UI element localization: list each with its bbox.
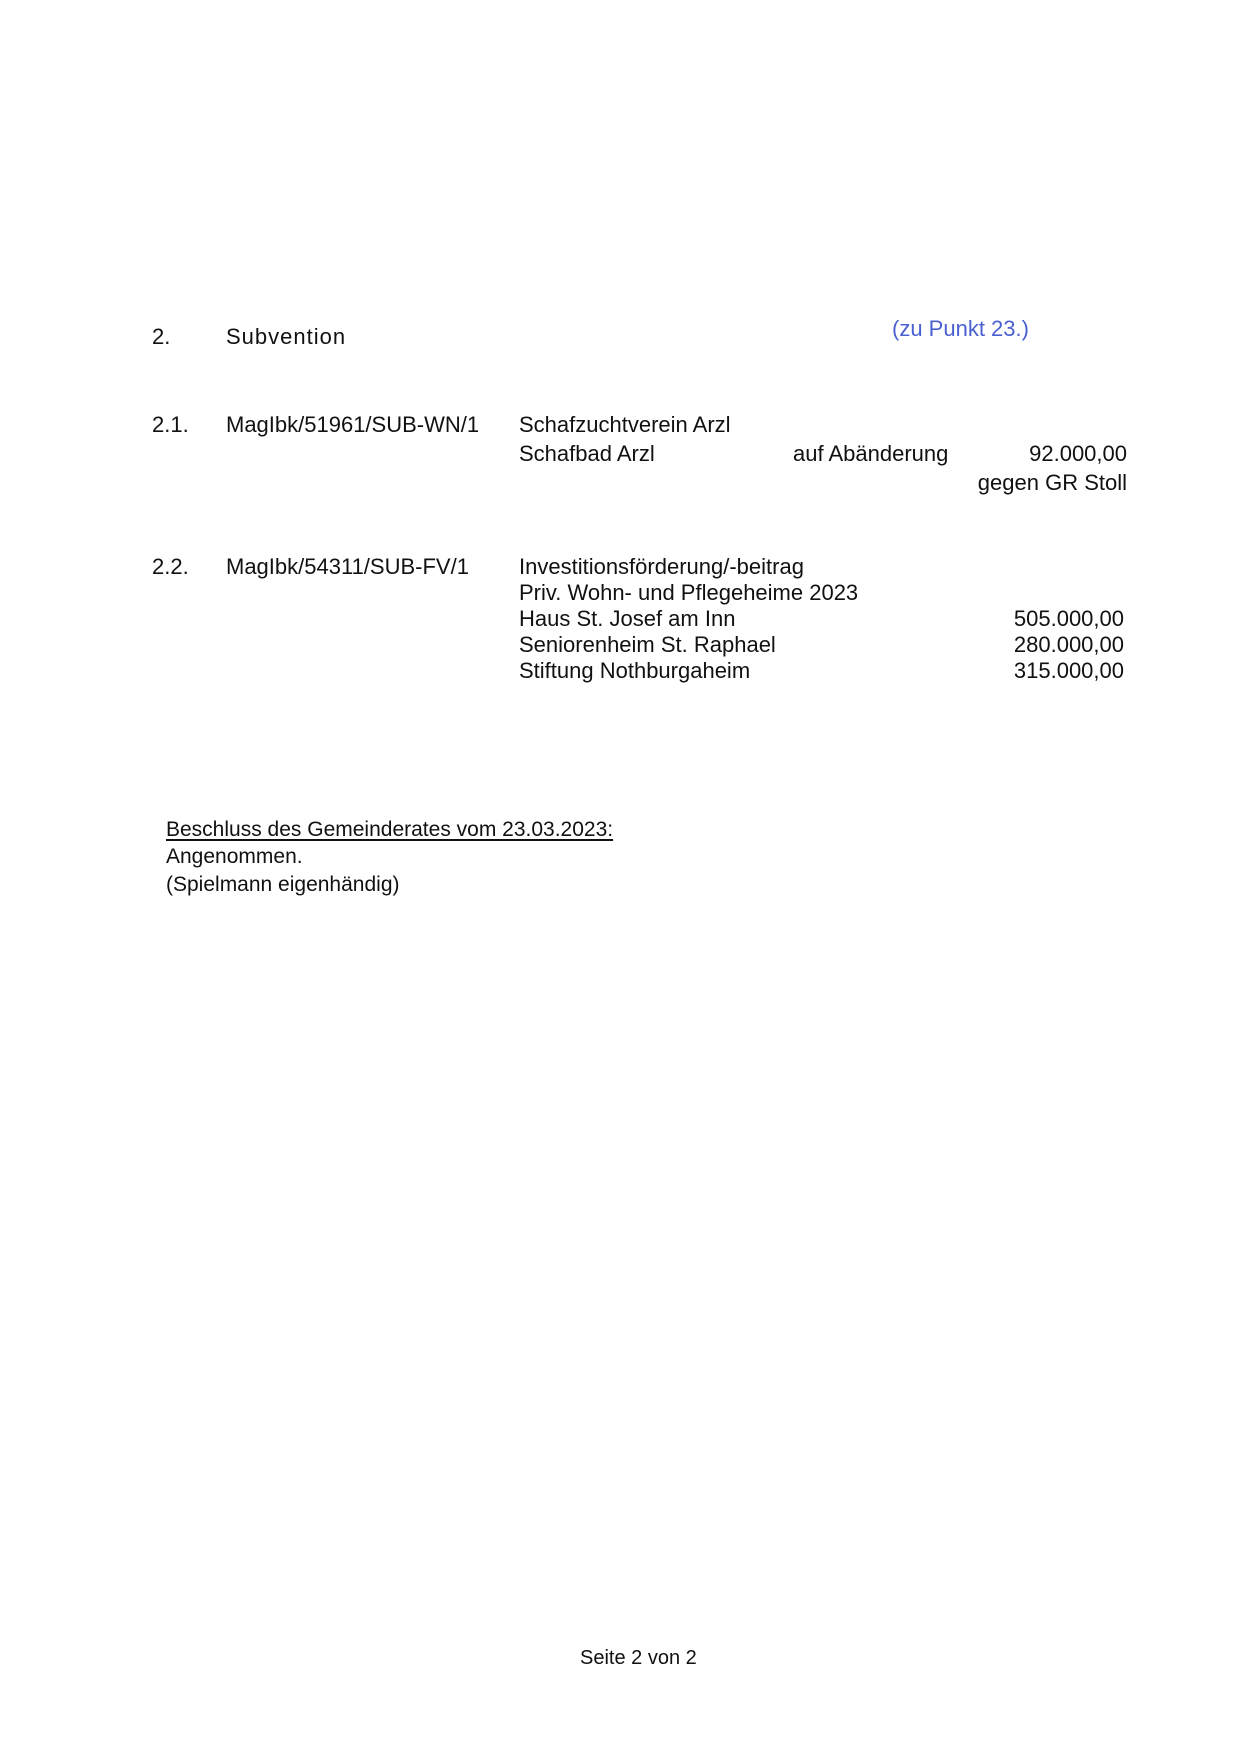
item-code: MagIbk/51961/SUB-WN/1 [226,412,480,437]
item-number: 2.1. [152,412,189,437]
resolution-signature-note: (Spielmann eigenhändig) [166,873,400,896]
reference-note: (zu Punkt 23.) [892,316,1029,341]
item-line-note: auf Abänderung [793,441,949,466]
item-number: 2.2. [152,554,189,579]
item-line-amount: 92.000,00 [1029,441,1127,466]
item-code: MagIbk/54311/SUB-FV/1 [226,554,469,579]
page-footer: Seite 2 von 2 [580,1647,697,1669]
section-number: 2. [152,324,171,349]
resolution-result: Angenommen. [166,845,303,868]
section-title: Subvention [226,324,347,349]
item-line-text: Priv. Wohn- und Pflegeheime 2023 [519,580,859,605]
item-line-amount: 505.000,00 [1013,606,1124,631]
item-line-text: Stiftung Nothburgaheim [519,658,751,683]
item-line-text: Seniorenheim St. Raphael [519,632,776,657]
item-remark: gegen GR Stoll [977,470,1127,495]
item-line-text: Haus St. Josef am Inn [519,606,736,631]
item-line-amount: 315.000,00 [1013,658,1124,683]
item-line-text: Investitionsförderung/-beitrag [519,554,804,579]
resolution-heading: Beschluss des Gemeinderates vom 23.03.2023: [166,818,614,841]
item-line-text: Schafzuchtverein Arzl [519,412,731,437]
item-line-text: Schafbad Arzl [519,441,655,466]
item-line-amount: 280.000,00 [1013,632,1124,657]
